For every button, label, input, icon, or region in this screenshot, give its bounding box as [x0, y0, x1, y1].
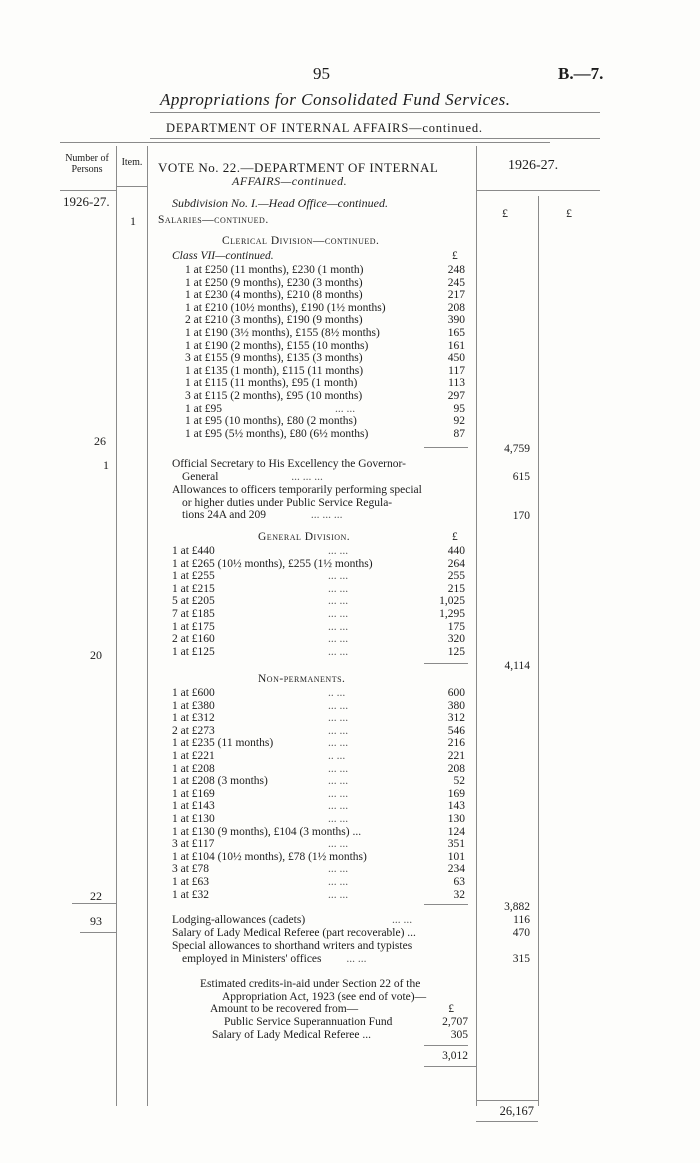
row-description: 5 at £205: [172, 595, 215, 608]
official-dots: ... ... ...: [291, 470, 323, 483]
lady-medical-referee-text: Salary of Lady Medical Referee (part recoverable) ...: [172, 927, 416, 939]
table-row: [172, 558, 465, 571]
row-description: 3 at £117: [172, 838, 215, 851]
table-row: [185, 390, 465, 403]
row-amount: 208: [447, 301, 465, 314]
table-row: [172, 646, 465, 659]
row-leader-dots: ... ...: [328, 607, 349, 620]
row-description: 1 at £208 (3 months): [172, 775, 268, 788]
row-description: 1 at £115 (11 months), £95 (1 month): [185, 377, 358, 390]
row-amount: 245: [447, 276, 465, 289]
vote-title-line1: VOTE No. 22.—DEPARTMENT OF INTERNAL: [158, 160, 439, 175]
credits-row1-desc: Public Service Superannuation Fund: [224, 1016, 393, 1028]
credits-row2-desc: Salary of Lady Medical Referee ...: [212, 1029, 372, 1041]
table-row: [172, 583, 465, 596]
row-amount: 63: [453, 875, 465, 888]
pound-sign-col-b: £: [566, 206, 572, 220]
row-leader-dots: ... ...: [328, 645, 349, 658]
row-amount: 92: [453, 415, 465, 428]
title-rule: [150, 112, 600, 113]
row-amount: 124: [447, 825, 465, 838]
table-row: [185, 428, 465, 441]
row-amount: 264: [447, 557, 465, 570]
table-row: [172, 800, 465, 813]
row-leader-dots: ... ...: [328, 633, 349, 646]
row-leader-dots: .. ...: [328, 749, 346, 762]
table-row: [172, 608, 465, 621]
row-amount: 255: [447, 570, 465, 583]
item-header-rule: [117, 186, 147, 187]
table-row: [185, 352, 465, 365]
row-amount: 130: [447, 812, 465, 825]
row-amount: 143: [447, 800, 465, 813]
lady-medical-referee-amount: 470: [512, 927, 530, 939]
row-leader-dots: ... ...: [328, 724, 349, 737]
lodging-text: Lodging-allowances (cadets): [172, 914, 306, 926]
row-amount: 216: [447, 737, 465, 750]
row-description: 1 at £135 (1 month), £115 (11 months): [185, 364, 364, 377]
row-amount: 450: [447, 352, 465, 365]
row-amount: 351: [447, 838, 465, 851]
clerical-pound-sign: £: [452, 250, 458, 262]
table-row: [185, 327, 465, 340]
non-permanent-persons: 22: [90, 889, 102, 903]
row-leader-dots: ... ...: [328, 888, 349, 901]
row-description: 1 at £95 (5½ months), £80 (6½ months): [185, 427, 369, 440]
row-description: 1 at £63: [172, 875, 210, 888]
credits-line1: Estimated credits-in-aid under Section 22 of the: [200, 978, 421, 990]
row-leader-dots: ... ...: [328, 582, 349, 595]
row-amount: 217: [447, 289, 465, 302]
table-row: [185, 415, 465, 428]
table-row: [172, 826, 465, 839]
lodging-amount: 116: [513, 914, 530, 926]
row-amount: 248: [447, 264, 465, 276]
general-sum-rule: [424, 663, 468, 664]
row-description: 1 at £104 (10½ months), £78 (1½ months): [172, 850, 367, 863]
row-description: 1 at £380: [172, 699, 215, 712]
table-row: [172, 725, 465, 738]
row-leader-dots: ... ...: [328, 800, 349, 813]
row-leader-dots: ... ...: [328, 737, 349, 750]
row-description: 3 at £78: [172, 863, 210, 876]
non-permanent-rows: [172, 687, 465, 901]
table-row: [185, 403, 465, 416]
row-description: 1 at £210 (10½ months), £190 (1½ months): [185, 301, 386, 314]
table-row: [172, 545, 465, 558]
row-leader-dots: .. ...: [328, 687, 346, 699]
allowances-amount: 170: [512, 510, 530, 522]
credits-pound-sign: £: [448, 1003, 454, 1016]
row-description: 1 at £255: [172, 570, 215, 583]
row-amount: 161: [447, 339, 465, 352]
special-allowances-amount: 315: [512, 953, 530, 965]
row-amount: 125: [447, 645, 465, 658]
row-description: 1 at £175: [172, 620, 215, 633]
table-row: [172, 775, 465, 788]
row-description: 1 at £130 (9 months), £104 (3 months) ...: [172, 825, 362, 838]
row-description: 3 at £155 (9 months), £135 (3 months): [185, 352, 363, 365]
row-amount: 95: [453, 402, 465, 415]
row-amount: 390: [447, 314, 465, 327]
row-description: 1 at £190 (2 months), £155 (10 months): [185, 339, 369, 352]
credits-line3: [200, 1003, 468, 1016]
general-total: 4,114: [504, 660, 530, 672]
general-persons: 20: [90, 648, 102, 662]
row-amount: 440: [447, 545, 465, 557]
row-amount: 165: [447, 326, 465, 339]
table-row: [172, 788, 465, 801]
row-description: 1 at £208: [172, 762, 215, 775]
table-row: [172, 633, 465, 646]
row-leader-dots: ... ...: [328, 838, 349, 851]
official-line2-text: General: [182, 470, 219, 483]
credits-row2-amount: 305: [450, 1029, 468, 1041]
allowances-line1: Allowances to officers temporarily performing special: [172, 484, 422, 496]
row-description: 1 at £250 (11 months), £230 (1 month): [185, 264, 364, 276]
row-leader-dots: ... ...: [328, 812, 349, 825]
col-divider-persons: [116, 146, 117, 1106]
row-amount: 175: [447, 620, 465, 633]
special-line2-text: employed in Ministers' offices: [182, 952, 322, 965]
vote-title-line2: AFFAIRS—continued.: [232, 174, 348, 188]
row-leader-dots: ... ...: [328, 863, 349, 876]
credits-sum-rule: [424, 1045, 468, 1046]
row-description: 1 at £143: [172, 800, 215, 813]
column-header-persons: Number of Persons: [65, 153, 109, 175]
row-description: 1 at £32: [172, 888, 210, 901]
column-header-year-right: 1926-27.: [508, 158, 559, 173]
allowances-line3-text: tions 24A and 209: [182, 509, 267, 522]
row-leader-dots: ... ...: [335, 402, 356, 415]
row-description: 3 at £115 (2 months), £95 (10 months): [185, 389, 363, 402]
year-header-rule: [476, 190, 600, 191]
row-amount: 208: [447, 762, 465, 775]
subdivision-heading: Subdivision No. I.—Head Office—continued.: [172, 196, 388, 210]
lodging-dots: ... ...: [392, 914, 413, 926]
general-rows: [172, 545, 465, 658]
row-amount: 101: [447, 850, 465, 863]
row-description: 1 at £312: [172, 712, 215, 725]
persons-sum-rule: [72, 903, 116, 904]
row-leader-dots: ... ...: [328, 712, 349, 725]
class-label: Class VII—continued.: [172, 250, 274, 262]
row-amount: 320: [447, 633, 465, 646]
col-divider-item: [147, 146, 148, 1106]
credits-total-rule: [424, 1066, 476, 1067]
item-number: 1: [130, 214, 136, 228]
column-header-item: Item.: [121, 157, 143, 168]
total-persons: 93: [90, 914, 102, 928]
credits-row1-amount: 2,707: [442, 1016, 468, 1028]
allowances-line3: [172, 509, 468, 522]
row-amount: 32: [453, 888, 465, 901]
row-amount: 312: [447, 712, 465, 725]
page-number: 95: [313, 64, 330, 83]
table-row: [172, 621, 465, 634]
general-division-heading: General Division.: [258, 531, 351, 543]
persons-header-rule: [60, 190, 116, 191]
table-row: [172, 763, 465, 776]
row-leader-dots: ... ...: [328, 699, 349, 712]
clerical-total: 4,759: [504, 443, 530, 455]
allowances-text: [172, 484, 468, 522]
table-row: [172, 889, 465, 902]
table-row: [172, 700, 465, 713]
table-row: [185, 264, 465, 277]
row-amount: 113: [448, 377, 465, 390]
table-row: [185, 277, 465, 290]
row-description: 1 at £95: [185, 402, 223, 415]
grand-total: 26,167: [499, 1104, 534, 1118]
row-description: 2 at £210 (3 months), £190 (9 months): [185, 314, 363, 327]
table-row: [172, 712, 465, 725]
department-heading: DEPARTMENT OF INTERNAL AFFAIRS—continued.: [166, 121, 483, 135]
table-row: [172, 863, 465, 876]
clerical-persons: 26: [94, 434, 106, 448]
table-row: [185, 340, 465, 353]
clerical-sum-rule: [424, 447, 468, 448]
grand-total-top-rule: [476, 1100, 538, 1101]
row-description: 1 at £169: [172, 787, 215, 800]
special-dots: ... ...: [346, 952, 367, 965]
official-line2: [172, 471, 468, 484]
table-row: [172, 838, 465, 851]
row-amount: 234: [447, 863, 465, 876]
official-persons: 1: [103, 458, 109, 472]
official-amount: 615: [512, 471, 530, 483]
row-description: 1 at £235 (11 months): [172, 737, 274, 750]
row-leader-dots: ... ...: [328, 595, 349, 608]
special-line2: [172, 953, 468, 966]
row-description: 1 at £215: [172, 582, 215, 595]
allowances-line2: or higher duties under Public Service Regula-: [182, 496, 393, 509]
row-description: 1 at £190 (3½ months), £155 (8½ months): [185, 326, 380, 339]
table-row: [172, 687, 465, 700]
row-amount: 87: [453, 427, 465, 440]
official-line1: Official Secretary to His Excellency the Governor-: [172, 458, 406, 470]
table-row: [172, 876, 465, 889]
row-description: 2 at £273: [172, 724, 215, 737]
row-amount: 169: [447, 787, 465, 800]
row-leader-dots: ... ...: [328, 762, 349, 775]
row-leader-dots: ... ...: [328, 775, 349, 788]
row-leader-dots: ... ...: [328, 545, 349, 557]
row-description: 1 at £221: [172, 749, 215, 762]
credits-in-aid-text: [200, 978, 468, 1016]
row-description: 1 at £600: [172, 687, 215, 699]
non-permanents-heading: Non-permanents.: [258, 673, 346, 685]
row-amount: 600: [447, 687, 465, 699]
row-leader-dots: ... ...: [328, 570, 349, 583]
row-amount: 117: [448, 364, 465, 377]
clerical-division-heading: Clerical Division—continued.: [222, 235, 380, 247]
page-title: Appropriations for Consolidated Fund Services.: [160, 90, 511, 109]
table-row: [185, 377, 465, 390]
row-amount: 297: [447, 389, 465, 402]
row-amount: 546: [447, 724, 465, 737]
row-leader-dots: ... ...: [328, 620, 349, 633]
table-row: [172, 737, 465, 750]
table-row: [185, 289, 465, 302]
row-description: 7 at £185: [172, 607, 215, 620]
salaries-heading: Salaries—continued.: [158, 214, 269, 226]
row-amount: 221: [447, 749, 465, 762]
allowances-dots: ... ... ...: [310, 509, 343, 522]
pound-sign-col-a: £: [502, 206, 508, 220]
row-description: 1 at £230 (4 months), £210 (8 months): [185, 289, 363, 302]
total-persons-rule: [80, 932, 116, 933]
column-header-year-left: 1926-27.: [63, 194, 110, 209]
row-description: 1 at £130: [172, 812, 215, 825]
row-amount: 52: [453, 775, 465, 788]
table-row: [172, 595, 465, 608]
table-row: [172, 813, 465, 826]
special-line1: Special allowances to shorthand writers and typistes: [172, 940, 413, 952]
table-row: [172, 750, 465, 763]
row-amount: 1,025: [439, 595, 465, 608]
row-amount: 215: [447, 582, 465, 595]
clerical-rows: [185, 264, 465, 440]
table-row: [172, 851, 465, 864]
official-secretary-text: [172, 458, 468, 483]
row-description: 1 at £125: [172, 645, 215, 658]
row-description: 1 at £250 (9 months), £230 (3 months): [185, 276, 363, 289]
general-pound-sign: £: [452, 531, 458, 543]
row-amount: 380: [447, 699, 465, 712]
grand-total-bottom-rule: [476, 1121, 538, 1122]
department-rule: [150, 138, 600, 139]
row-description: 2 at £160: [172, 633, 215, 646]
document-reference: B.—7.: [558, 64, 604, 83]
row-description: 1 at £95 (10 months), £80 (2 months): [185, 415, 357, 428]
special-allowances-text: [172, 940, 468, 965]
row-amount: 1,295: [439, 607, 465, 620]
table-row: [172, 570, 465, 583]
table-row: [185, 314, 465, 327]
row-description: 1 at £440: [172, 545, 215, 557]
table-row: [185, 365, 465, 378]
non-permanent-sum-rule: [424, 904, 468, 905]
table-row: [185, 302, 465, 315]
non-permanent-total: 3,882: [504, 901, 530, 913]
credits-line3-text: Amount to be recovered from—: [210, 1003, 359, 1016]
credits-total: 3,012: [442, 1050, 468, 1062]
row-leader-dots: ... ...: [328, 875, 349, 888]
table-top-rule: [60, 142, 550, 143]
row-description: 1 at £265 (10½ months), £255 (1½ months): [172, 557, 373, 570]
credits-line2: Appropriation Act, 1923 (see end of vote)—: [222, 990, 427, 1003]
row-leader-dots: ... ...: [328, 787, 349, 800]
col-divider-amount: [538, 196, 539, 1106]
